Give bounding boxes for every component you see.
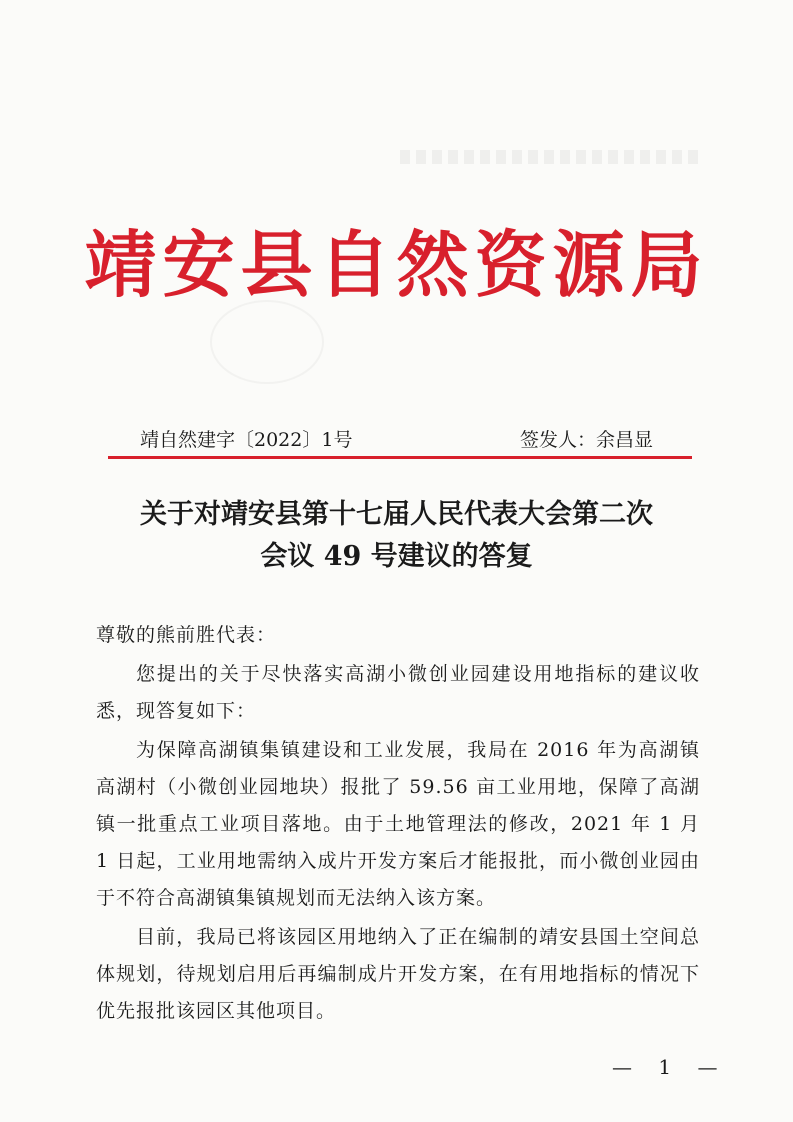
signer: 签发人：余昌显 [520, 429, 654, 451]
organization-title: 靖安县自然资源局 [84, 222, 709, 307]
paragraph-3: 目前，我局已将该园区用地纳入了正在编制的靖安县国土空间总体规划，待规划启用后再编制成片开发方案，在有用地指标的情况下优先报批该园区其他项目。 [96, 926, 700, 1022]
scan-artifact [400, 150, 700, 164]
red-divider-line [108, 456, 692, 459]
document-body [96, 617, 700, 1030]
document-meta [140, 425, 700, 455]
document-title-line-2: 会议 49 号建议的答复 [260, 541, 533, 572]
document-number: 靖自然建字〔2022〕1号 [140, 429, 353, 451]
document-title [80, 494, 713, 578]
salutation: 尊敬的熊前胜代表： [96, 624, 277, 646]
paragraph-1: 您提出的关于尽快落实高湖小微创业园建设用地指标的建议收悉，现答复如下： [96, 663, 700, 722]
document-title-line-1: 关于对靖安县第十七届人民代表大会第二次 [140, 499, 653, 530]
page-number: — 1 — [612, 1055, 728, 1079]
paragraph-2: 为保障高湖镇集镇建设和工业发展，我局在 2016 年为高湖镇高湖村（小微创业园地块）报批了 59.56 亩工业用地，保障了高湖镇一批重点工业项目落地。由于土地管理法的修改，2021 年 1 月 1 日起，工业用地需纳入成片开发方案后才能报批，而小微创业园由于不符合高湖镇集镇规划而无法纳入该方案。 [96, 739, 700, 909]
